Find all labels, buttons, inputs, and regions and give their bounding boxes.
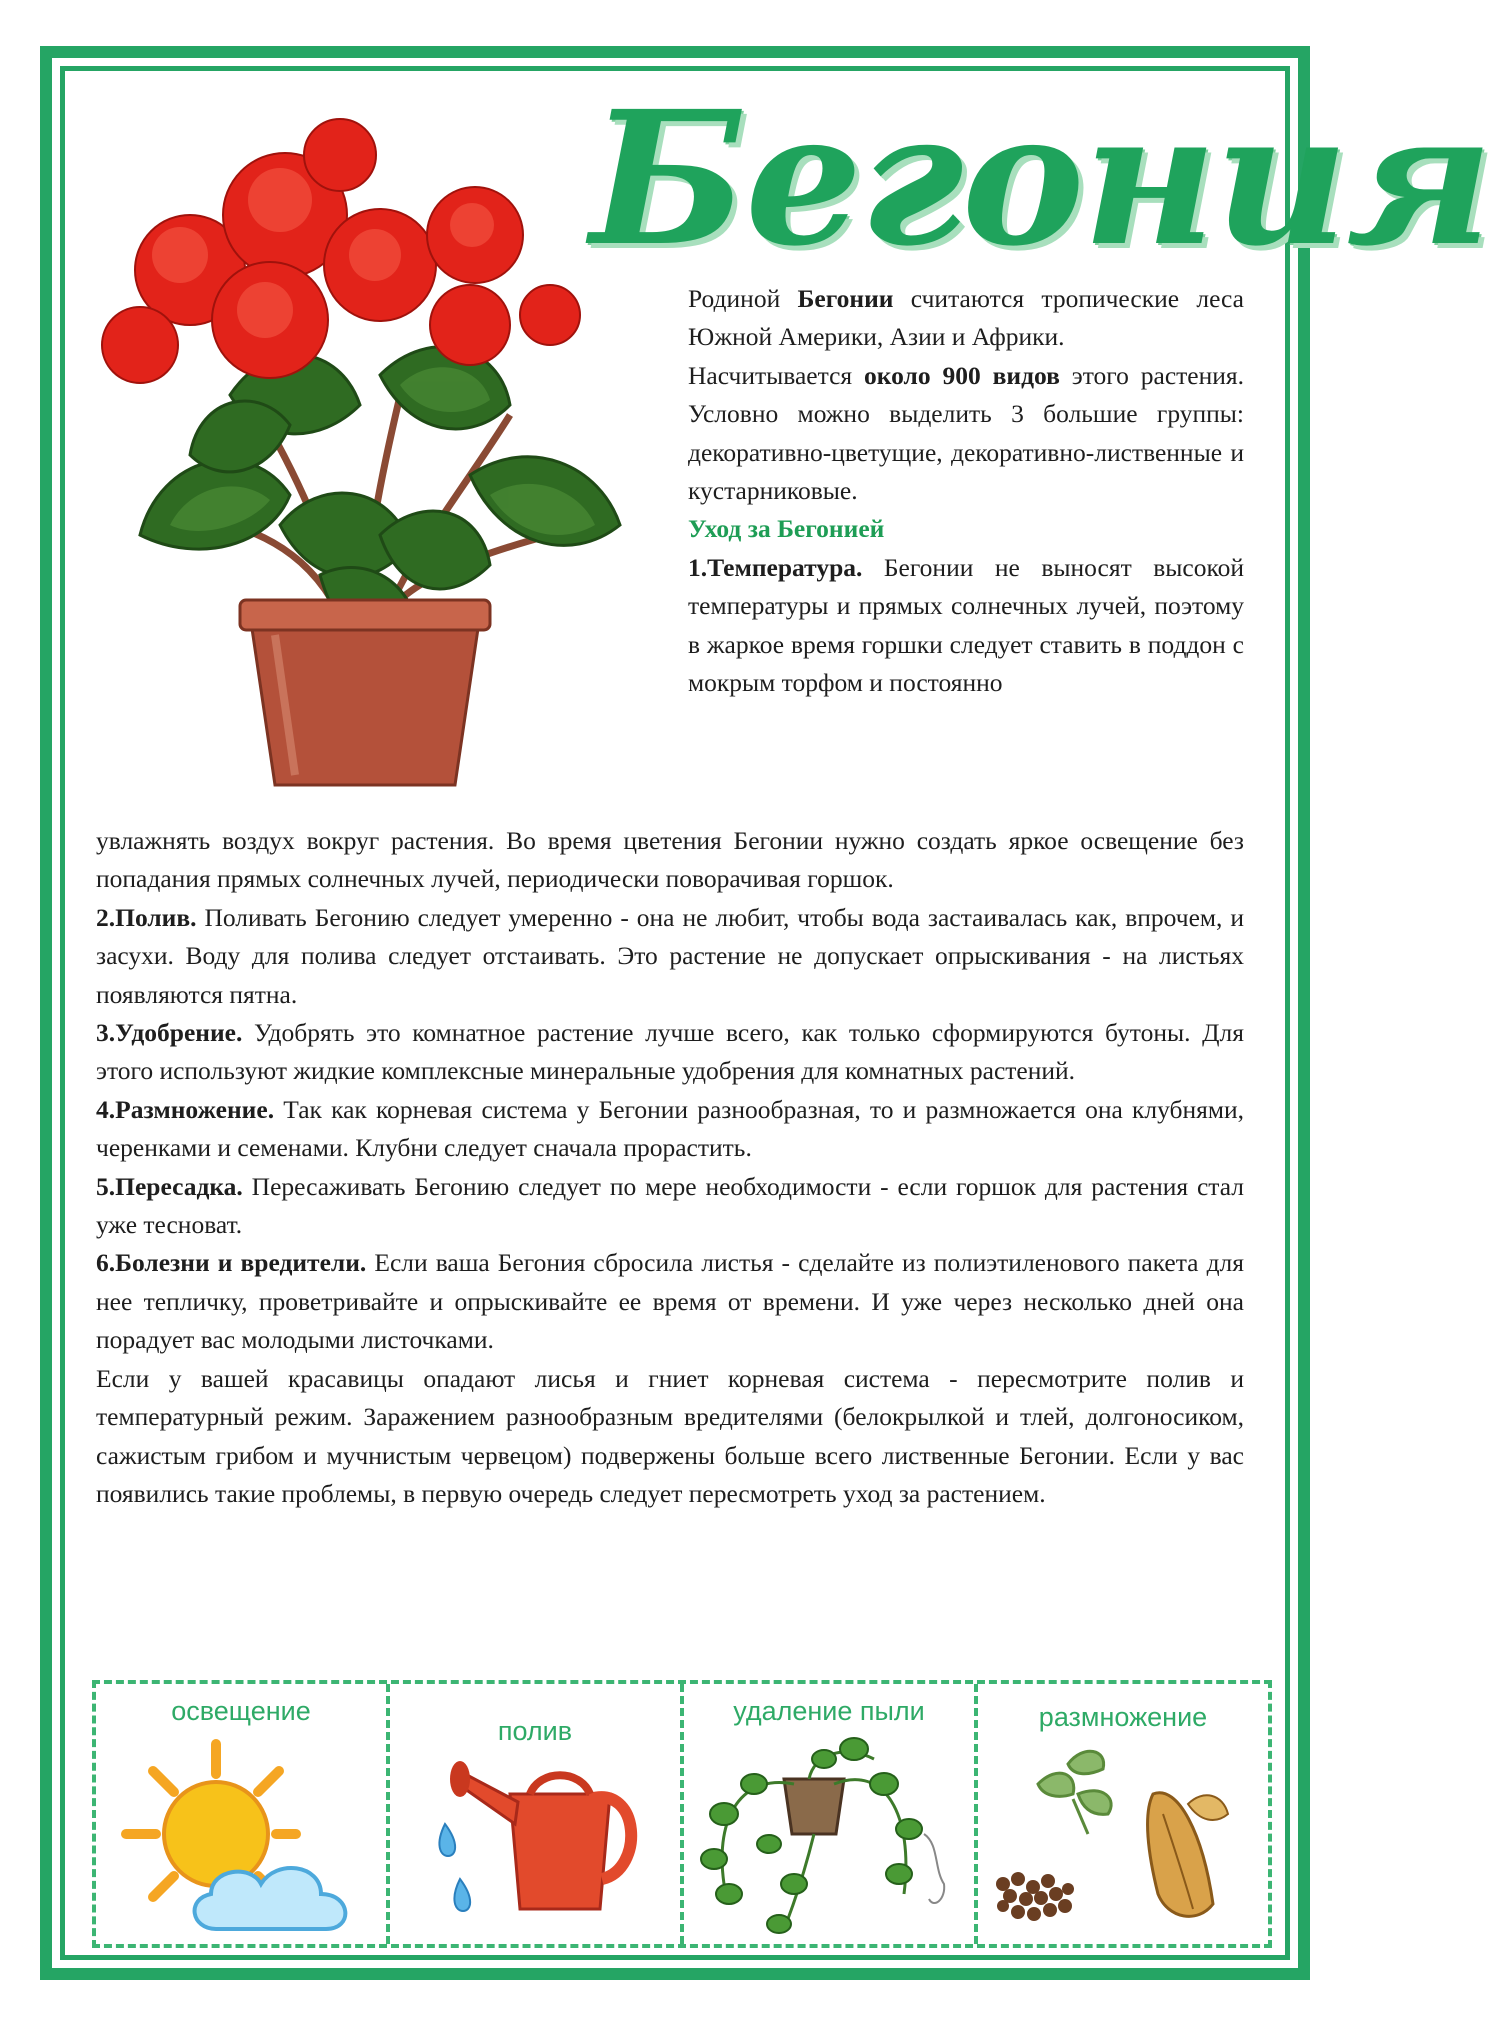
icon-label: полив — [497, 1716, 573, 1746]
fertilizer-paragraph: 3.Удобрение. Удобрять это комнатное растение лучше всего, как только сформируются бутоны. Для этого используют жидкие комплексные минеральные удобрения для комнатных растений. — [96, 1018, 1244, 1086]
transplant-paragraph: 5.Пересадка. Пересаживать Бегонию следует по мере необходимости - если горшок для растения стал уже тесноват. — [96, 1171, 1244, 1240]
temperature-paragraph-end: увлажнять воздух вокруг растения. Во время цветения Бегонии нужно создать яркое освещение без попадания прямых солнечных лучей, периодически поворачивая горшок. — [96, 826, 1244, 894]
page-title: Бегония — [590, 71, 1491, 287]
icon-cell-lighting — [96, 1684, 390, 1944]
icon-label: размножение — [1038, 1702, 1208, 1732]
care-text — [96, 822, 1244, 1513]
sun-cloud-icon — [96, 1684, 386, 1944]
icon-cell-dusting — [684, 1684, 978, 1944]
ivy-plant-icon — [684, 1684, 974, 1944]
species-paragraph: Насчитывается около 900 видов этого растения. Условно можно выделить 3 большие группы: декоративно-цветущие, декоративно-лиственные и кустарниковые. — [688, 360, 1244, 506]
care-heading: Уход за Бегонией — [688, 514, 885, 544]
intro-text — [688, 280, 1244, 702]
origin-paragraph: Родиной Бегонии считаются тропические леса Южной Америки, Азии и Африки. — [688, 284, 1244, 352]
seeds-cuttings-icon — [978, 1684, 1268, 1944]
begonia-plant-image — [80, 95, 660, 785]
watering-can-icon — [390, 1684, 680, 1944]
icon-cell-propagation — [978, 1684, 1268, 1944]
watering-paragraph: 2.Полив. Поливать Бегонию следует умеренно - она не любит, чтобы вода застаивалась как, впрочем, и засухи. Воду для полива следует отстаивать. Это растение не допускает опрыскивания - на листьях появляются пятна. — [96, 902, 1244, 1009]
propagation-paragraph: 4.Размножение. Так как корневая система у Бегонии разнообразная, то и размножается она клубнями, черенками и семенами. Клубни следует сначала прорастить. — [96, 1094, 1244, 1163]
icon-label: освещение — [171, 1696, 311, 1726]
icon-cell-watering — [390, 1684, 684, 1944]
icon-label: удаление пыли — [733, 1696, 925, 1726]
diseases-paragraph: 6.Болезни и вредители. Если ваша Бегония сбросила листья - сделайте из полиэтиленового пакета для нее тепличку, проветривайте и опрыскивайте ее время от времени. И уже через несколько дней она порадует вас молодыми листочками. — [96, 1248, 1245, 1355]
temperature-paragraph-start: 1.Температура. Бегонии не выносят высокой температуры и прямых солнечных лучей, поэтому в жаркое время горшки следует ставить в поддон с мокрым торфом и постоянно — [688, 552, 1244, 698]
care-icons-strip — [92, 1680, 1272, 1948]
final-paragraph: Если у вашей красавицы опадают лисья и гниет корневая система - пересмотрите полив и температурный режим. Заражением разнообразным вредителями (белокрылкой и тлей, долгоносиком, сажистым грибом и мучнистым червецом) подвержены больше всего лиственные Бегонии. Если у вас появились такие проблемы, в первую очередь следует пересмотреть уход за растением. — [96, 1363, 1244, 1508]
